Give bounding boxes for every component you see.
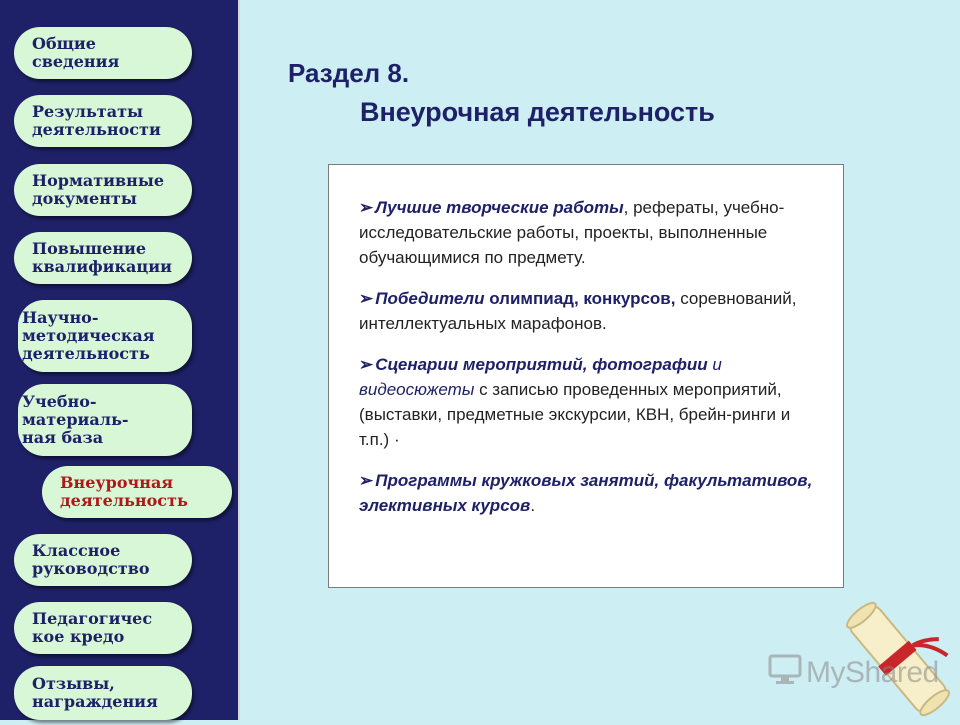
nav-label: деятельности	[32, 120, 161, 139]
nav-methodical-activity[interactable]	[18, 300, 192, 372]
nav-pedagogical-credo[interactable]	[14, 602, 192, 654]
item-strong: олимпиад, конкурсов,	[484, 289, 676, 308]
nav-label: награждения	[32, 692, 158, 711]
arrow-bullet-icon: ➢	[359, 355, 374, 374]
nav-normative-documents[interactable]	[14, 164, 192, 216]
item-emphasis: Лучшие творческие работы	[375, 198, 624, 217]
nav-label: ная база	[22, 428, 104, 447]
list-item	[359, 195, 823, 270]
sidebar-nav	[0, 0, 240, 720]
item-emphasis: Программы кружковых занятий, факультативов, элективных курсов	[359, 471, 813, 515]
nav-class-management[interactable]	[14, 534, 192, 586]
nav-label: кое кредо	[32, 627, 125, 646]
nav-label: Классное	[32, 541, 121, 560]
nav-label: квалификации	[32, 257, 172, 276]
nav-label: сведения	[32, 52, 120, 71]
nav-label: Общие	[32, 34, 96, 53]
nav-label: Учебно-	[22, 392, 97, 411]
item-text: соревнований, интеллектуальных марафонов.	[359, 289, 797, 333]
nav-extracurricular-active[interactable]	[42, 466, 232, 518]
nav-label: Научно-	[22, 308, 99, 327]
content-panel	[328, 164, 844, 588]
nav-label: Педагогичес	[32, 609, 153, 628]
watermark-logo	[768, 654, 939, 691]
nav-label: методическая	[22, 326, 155, 345]
nav-label: деятельность	[22, 344, 150, 363]
page-title: Внеурочная деятельность	[360, 97, 715, 127]
item-emphasis: Победители	[375, 289, 485, 308]
nav-label: Результаты	[32, 102, 144, 121]
item-emphasis: Сценарии мероприятий, фотографии	[375, 355, 708, 374]
arrow-bullet-icon: ➢	[359, 289, 374, 308]
nav-label: документы	[32, 189, 137, 208]
arrow-bullet-icon: ➢	[359, 198, 374, 217]
item-text: с записью проведенных мероприятий, (выставки, предметные экскурсии, КВН, брейн-ринги и т.п.) ·	[359, 380, 791, 449]
section-number: Раздел 8.	[288, 58, 410, 88]
list-item	[359, 352, 823, 452]
nav-label: Нормативные	[32, 171, 165, 190]
nav-label: Внеурочная	[60, 473, 174, 492]
nav-label: деятельность	[60, 491, 188, 510]
nav-label: Повышение	[32, 239, 147, 258]
item-text: .	[530, 496, 536, 515]
watermark-text: MyShared	[806, 655, 939, 689]
nav-results[interactable]	[14, 95, 192, 147]
list-item	[359, 468, 823, 518]
list-item	[359, 286, 823, 336]
nav-qualification[interactable]	[14, 232, 192, 284]
nav-material-base[interactable]	[18, 384, 192, 456]
monitor-icon	[768, 654, 802, 691]
item-text: , рефераты, учебно-исследовательские работы, проекты, выполненные обучающимися по предмету.	[359, 198, 785, 267]
nav-general-info[interactable]	[14, 27, 192, 79]
item-italic: и видеосюжеты	[359, 355, 722, 399]
arrow-bullet-icon: ➢	[359, 471, 374, 490]
nav-label: руководство	[32, 559, 150, 578]
nav-label: материаль-	[22, 410, 129, 429]
nav-label: Отзывы,	[32, 674, 115, 693]
nav-reviews-awards[interactable]	[14, 666, 192, 720]
